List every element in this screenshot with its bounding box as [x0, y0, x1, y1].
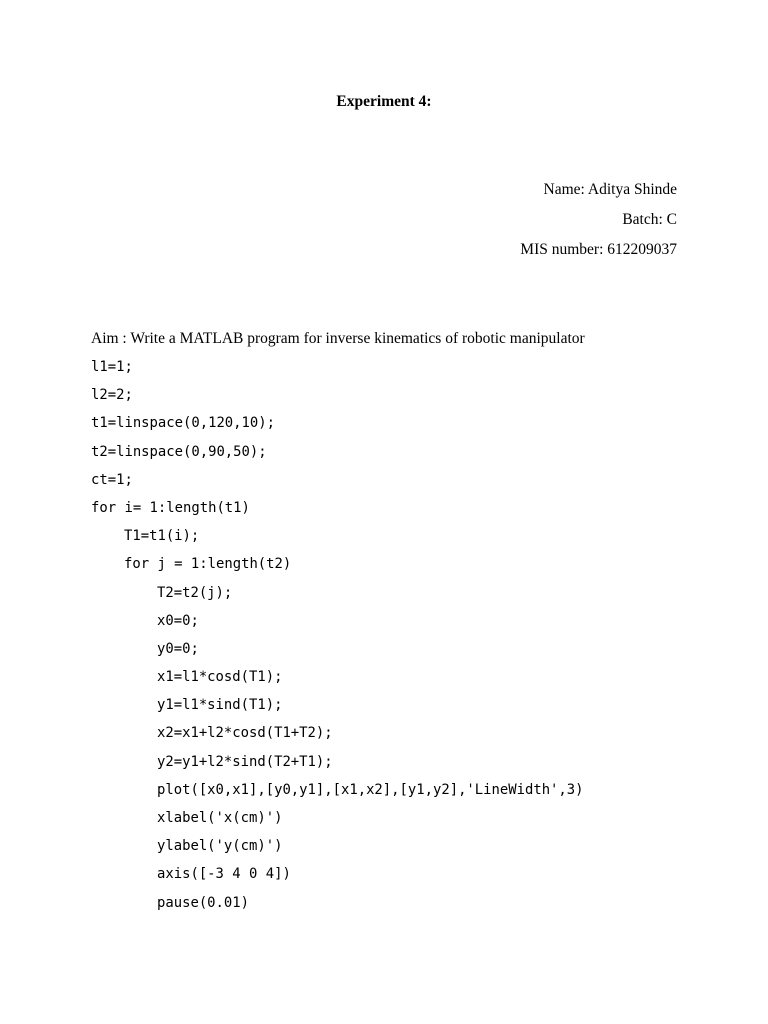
code-line: xlabel('x(cm)'): [157, 810, 283, 826]
document-title: Experiment 4:: [336, 93, 432, 110]
code-line: for i= 1:length(t1): [91, 499, 250, 516]
code-line: ct=1;: [91, 471, 133, 488]
aim-statement: Aim : Write a MATLAB program for inverse kinematics of robotic manipulator: [91, 330, 585, 347]
code-line: t1=linspace(0,120,10);: [91, 415, 275, 432]
code-line: T1=t1(i);: [124, 528, 200, 545]
student-name: Name: Aditya Shinde: [543, 181, 677, 198]
student-batch: Batch: C: [622, 211, 677, 228]
code-line: y0=0;: [157, 640, 199, 657]
code-line: x1=l1*cosd(T1);: [157, 669, 283, 686]
code-line: y1=l1*sind(T1);: [157, 697, 283, 714]
code-line: axis([-3 4 0 4]): [157, 866, 291, 883]
code-line: l1=1;: [91, 359, 133, 375]
code-line: pause(0.01): [157, 894, 249, 911]
code-line: x2=x1+l2*cosd(T1+T2);: [157, 725, 333, 742]
code-line: y2=y1+l2*sind(T2+T1);: [157, 753, 333, 770]
code-line: x0=0;: [157, 612, 199, 629]
code-line: l2=2;: [91, 387, 133, 404]
student-info: [520, 181, 677, 271]
code-line: for j = 1:length(t2): [124, 556, 292, 573]
code-line: ylabel('y(cm)'): [157, 838, 283, 855]
code-line: t2=linspace(0,90,50);: [91, 443, 267, 460]
student-mis-number: MIS number: 612209037: [520, 241, 677, 258]
code-line: T2=t2(j);: [157, 584, 233, 601]
code-line: plot([x0,x1],[y0,y1],[x1,x2],[y1,y2],'LineWidth',3): [157, 781, 584, 798]
code-listing: [91, 358, 584, 922]
